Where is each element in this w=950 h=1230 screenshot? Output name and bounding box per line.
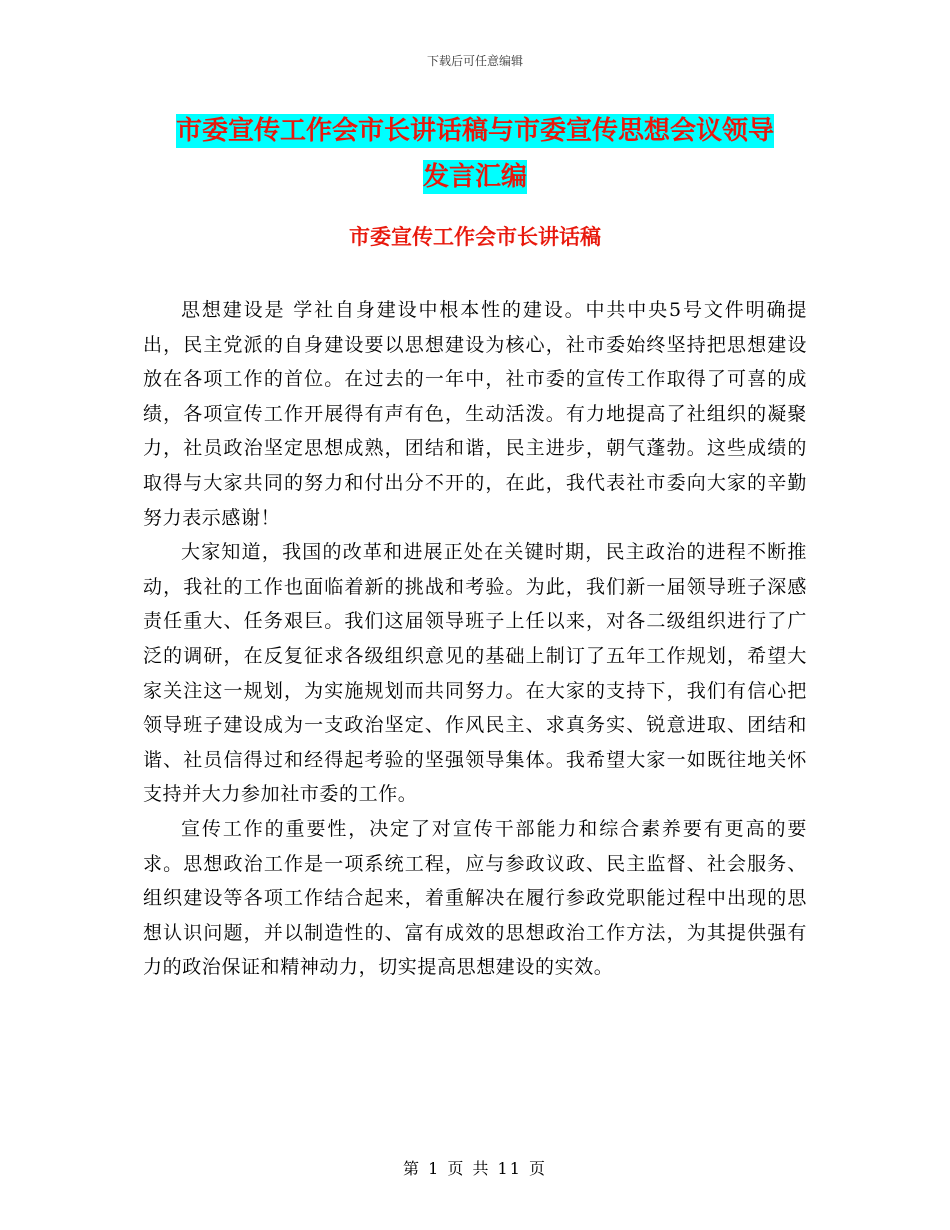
paragraph-2: 大家知道，我国的改革和进展正处在关键时期，民主政治的进程不断推动，我社的工作也面临着新的挑战和考验。为此，我们新一届领导班子深感责任重大、任务艰巨。我们这届领导班子上任以来，对各二级组织进行了广泛的调研，在反复征求各级组织意见的基础上制订了五年工作规划，希望大家关注这一规划，为实施规划而共同努力。在大家的支持下，我们有信心把领导班子建设成为一支政治坚定、作风民主、求真务实、锐意进取、团结和谐、社员信得过和经得起考验的坚强领导集体。我希望大家一如既往地关怀支持并大力参加社市委的工作。 bbox=[143, 541, 807, 806]
paragraph-3: 宣传工作的重要性，决定了对宣传干部能力和综合素养要有更高的要求。思想政治工作是一项系统工程，应与参政议政、民主监督、社会服务、组织建设等各项工作结合起来，着重解决在履行参政党职能过程中出现的思想认识问题，并以制造性的、富有成效的思想政治工作方法，为其提供强有力的政治保证和精神动力，切实提高思想建设的实效。 bbox=[143, 817, 807, 979]
paragraph-1: 思想建设是 学社自身建设中根本性的建设。中共中央5号文件明确提出，民主党派的自身建设要以思想建设为核心，社市委始终坚持把思想建设放在各项工作的首位。在过去的一年中，社市委的宣传工作取得了可喜的成绩，各项宣传工作开展得有声有色，生动活泼。有力地提高了社组织的凝聚力，社员政治坚定思想成熟，团结和谐，民主进步，朝气蓬勃。这些成绩的取得与大家共同的努力和付出分不开的，在此，我代表社市委向大家的辛勤努力表示感谢！ bbox=[143, 299, 807, 529]
page-number-footer: 第 1 页 共 11 页 bbox=[403, 1159, 547, 1178]
document-title bbox=[140, 108, 810, 200]
section-title: 市委宣传工作会市长讲话稿 bbox=[349, 225, 601, 249]
header-note: 下载后可任意编辑 bbox=[426, 54, 523, 68]
document-title-line-2: 发言汇编 bbox=[422, 162, 527, 192]
body-text bbox=[143, 293, 807, 985]
document-title-line-1: 市委宣传工作会市长讲话稿与市委宣传思想会议领导 bbox=[175, 116, 774, 146]
